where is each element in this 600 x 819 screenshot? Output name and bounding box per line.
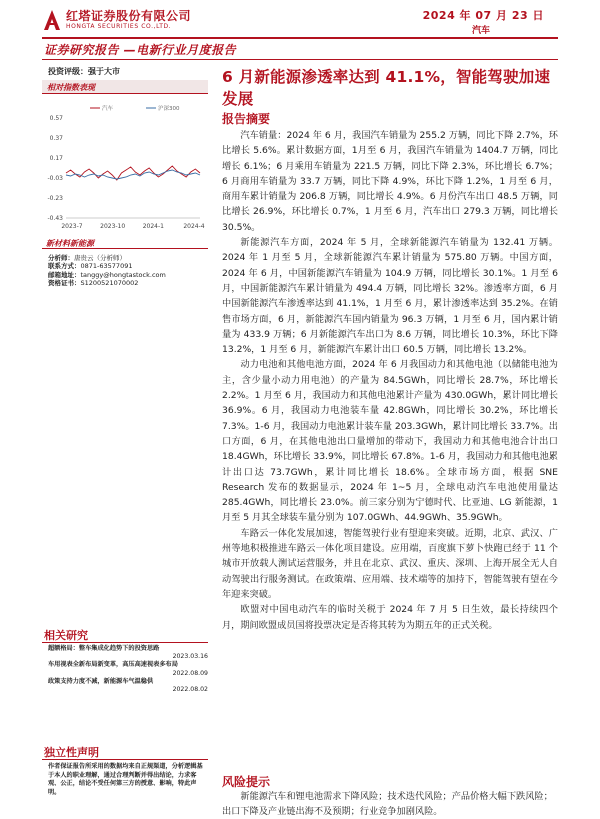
related-research-list — [48, 645, 208, 694]
paragraph-auto-sales: 汽车销量：2024 年 6 月，我国汽车销量为 255.2 万辆，同比下降 2.7%，环比增长 5.6%。累计数据方面，1月至 6 月，我国汽车销量为 1404.7 万辆，同比增长 6.1%；6 月乘用车销量为 221.5 万辆，同比下降 2.3%，环比增长 6.7%；6 月商用车销量为 33.7 万辆，同比下降 4.9%，环比下降 1.2%，1 月至 6 月，商用车累计销量为 206.8 万辆，同比增长 4.9%。6 月份汽车出口 48.5 万辆，同比增长 26.9%，环比增长 0.7%，1 月至 6 月，汽车出口 279.3 万辆，同比增长 30.5%。 — [222, 130, 558, 233]
risk-title: 风险提示 — [222, 775, 271, 789]
paragraph-eu-tariff: 欧盟对中国电动汽车的临时关税于 2024 年 7 月 5 日生效，最长持续四个月，期间欧盟成员国将投票决定是否将其转为为期五年的正式关税。 — [222, 604, 558, 631]
y-tick-label: -0.03 — [47, 175, 63, 182]
y-tick-label: -0.23 — [47, 195, 63, 202]
subheader-divider — [42, 59, 558, 60]
contact-row: 联系方式：0871-63577091 — [48, 262, 133, 271]
y-tick-label: -0.43 — [47, 215, 63, 222]
report-title: 6 月新能源渗透率达到 41.1%，智能驾驶加速发展 — [222, 68, 551, 108]
y-tick-label: 0.17 — [49, 155, 63, 162]
related-research-title: 相关研究 — [44, 629, 88, 642]
company-name-en: HONGTA SECURITIES CO.,LTD. — [66, 23, 172, 30]
paragraph-battery: 动力电池和其他电池方面，2024 年 6 月我国动力和其他电池（以储能电池为主，含少量小动力用电池）的产量为 84.5GWh，同比增长 28.7%，环比增长 2.2%。1 月至 6 月，我国动力和其他电池累计产量为 430.0GWh，累计同比增长 36.9%。6 月，我国动力电池装车量 42.8GWh，同比增长 30.2%，环比增长 7.3%。1-6 月，我国动力电池累计装车量 203.3GWh，累计同比增长 33.7%。出口方面，6 月，在其他电池出口量增加的带动下，我国动力和其他电池合计出口 18.4GWh，环比增长 33.9%，同比增长 67.8%。1-6 月，我国动力和其他电池累计出口达 73.7GWh，累计同比增长 18.6%。全球市场方面，根据 SNE Research 发布的数据显示，2024 年 1~5 月，全球电动汽车电池使用量达 285.4GWh，同比增长 23.0%。前三家分别为宁德时代、比亚迪、LG 新能源，1 月至 5 月其全球装车量分别为 107.0GWh、44.9GWh、35.9GWh。 — [222, 359, 558, 524]
sector-divider — [42, 248, 208, 249]
related-item[interactable]: 车用视表全新布局新变革，高压高速视表多布局 2022.08.09 — [48, 661, 208, 677]
relative-index-chart — [42, 100, 208, 250]
email-row: 邮箱地址：tanggy@hongtastock.com — [48, 270, 166, 279]
index-section-bar — [42, 80, 208, 94]
related-divider — [42, 642, 208, 643]
logo-icon — [42, 8, 62, 32]
analyst-info — [48, 254, 208, 288]
y-tick-label: 0.57 — [49, 115, 63, 122]
paragraph-nev: 新能源汽车方面，2024 年 5 月，全球新能源汽车销量为 132.41 万辆。2024 年 1 月至 5 月，全球新能源汽车累计销量为 575.80 万辆。中国方面，2024 年 6 月，中国新能源汽车销量为 104.9 万辆，同比增长 30.1%。1 月至 6 月，中国新能源汽车累计销量为 494.4 万辆，同比增长 32%。渗透率方面，6 月中国新能源汽车渗透率达到 41.1%，1 月至 6 月，累计渗透率达到 35.2%。在销售市场方面，6 月，新能源汽车国内销量为 96.3 万辆，1 月至 6 月，国内累计销量为 433.9 万辆；6 月新能源汽车出口为 8.6 万辆，同比增长 10.3%，环比下降 13.2%，1 月至 6 月，新能源汽车累计出口 60.5 万辆，同比增长 13.2%。 — [222, 237, 558, 356]
main-content — [222, 62, 558, 817]
legend-label: 汽车 — [102, 106, 114, 112]
license-row: 资格证书：S1200521070002 — [48, 279, 139, 288]
company-logo — [42, 8, 191, 32]
investment-rating: 投资评级：强于大市 — [48, 67, 120, 76]
summary-title: 报告摘要 — [222, 112, 271, 126]
report-type: 证券研究报告 —电新行业月度报告 — [44, 43, 237, 57]
summary-body — [222, 128, 558, 633]
report-date: 2024 年 07 月 23 日 — [422, 9, 544, 22]
y-tick-label: 0.37 — [49, 135, 63, 142]
risk-text: 新能源汽车和锂电池需求下降风险；技术迭代风险；产品价格大幅下跌风险；出口下降及产业链出海不及预期；行业竞争加剧风险。 — [222, 791, 553, 817]
independence-statement-title: 独立性声明 — [44, 746, 99, 759]
x-tick-label: 2024-1 — [142, 223, 164, 230]
legend-label: 沪深300 — [158, 106, 180, 112]
report-category: 汽车 — [471, 26, 490, 36]
sector-section-title: 新材料新能源 — [46, 239, 94, 248]
analyst-row: 分析师：唐贵云（分析师） — [48, 254, 126, 262]
independence-statement: 作者保证报告所采用的数据均来自正规渠道，分析逻辑基于本人的职业理解，通过合理判断并得出结论，力求客观、公正，结论不受任何第三方的授意、影响，特此声明。 — [48, 763, 203, 796]
company-name-zh: 红塔证券股份有限公司 — [66, 9, 192, 23]
related-item[interactable]: 超额格局：整车集成化趋势下的投资思路 2023.03.16 — [48, 645, 208, 661]
index-section-title: 相对指数表现 — [47, 83, 95, 92]
header-divider — [42, 37, 558, 39]
related-item[interactable]: 政策支持力度不减，新能源车气温稳供 2022.08.02 — [48, 677, 208, 694]
paragraph-intelligent-driving: 车路云一体化发展加速，智能驾驶行业有望迎来突破。近期，北京、武汉、广州等地积极推进车路云一体化项目建设。应用端，百度旗下萝卜快跑已经于 11 个城市开放载人测试运营服务，并且在北京、武汉、重庆、深圳、上海开展全无人自动驾驶出行服务测试。在政策端、应用端、技术端等的加持下，智能驾驶有望在今年迎来突破。 — [222, 527, 558, 600]
disclaimer-divider — [42, 759, 208, 760]
left-sidebar — [42, 62, 208, 796]
x-tick-label: 2023-7 — [61, 223, 83, 230]
x-tick-label: 2024-4 — [183, 223, 205, 230]
x-tick-label: 2023-10 — [100, 223, 126, 230]
